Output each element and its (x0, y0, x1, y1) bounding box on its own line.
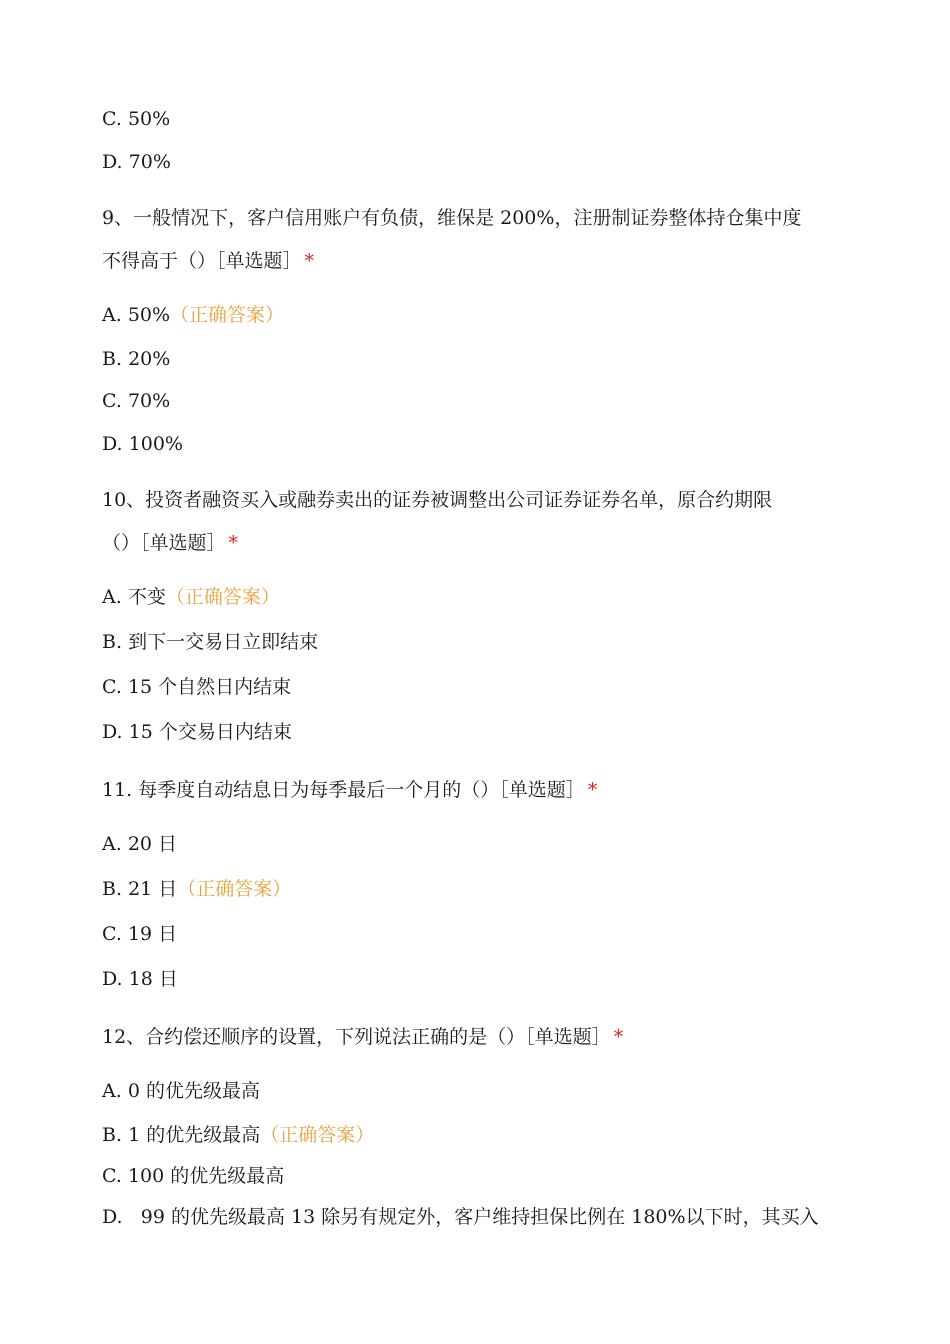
q9-title-line2: 不得高于（）［单选题］ * (102, 250, 315, 272)
q10-option-d: D. 15 个交易日内结束 (102, 721, 292, 743)
q10-option-a: A. 不变（正确答案） (102, 586, 280, 608)
q12-title: 12、合约偿还顺序的设置，下列说法正确的是（）［单选题］ * (102, 1026, 624, 1048)
q8-option-d: D. 70% (102, 151, 171, 173)
q11-option-b: B. 21 日（正确答案） (102, 878, 292, 900)
required-mark: * (587, 779, 598, 801)
q11-title: 11. 每季度自动结息日为每季最后一个月的（）［单选题］ * (102, 779, 598, 801)
q10-option-b: B. 到下一交易日立即结束 (102, 631, 319, 653)
correct-answer-tag: （正确答案） (170, 304, 285, 326)
correct-answer-tag: （正确答案） (177, 878, 292, 900)
correct-answer-tag: （正确答案） (165, 586, 280, 608)
required-mark: * (304, 250, 315, 272)
q10-title-line2: （）［单选题］ * (102, 532, 239, 554)
q9-option-a: A. 50%（正确答案） (102, 304, 285, 326)
q10-option-c: C. 15 个自然日内结束 (102, 676, 292, 698)
q11-option-a: A. 20 日 (102, 833, 178, 855)
q12-option-c: C. 100 的优先级最高 (102, 1165, 285, 1187)
q11-option-c: C. 19 日 (102, 923, 178, 945)
required-mark: * (613, 1026, 624, 1048)
q9-title-line1: 9、一般情况下，客户信用账户有负债，维保是 200%，注册制证券整体持仓集中度 (102, 207, 802, 229)
q9-option-b: B. 20% (102, 348, 171, 370)
q10-title-line1: 10、投资者融资买入或融券卖出的证券被调整出公司证券证券名单，原合约期限 (102, 489, 773, 511)
required-mark: * (228, 532, 239, 554)
correct-answer-tag: （正确答案） (260, 1124, 375, 1146)
q9-option-d: D. 100% (102, 433, 183, 455)
q12-option-a: A. 0 的优先级最高 (102, 1080, 260, 1102)
q12-option-d: D. 99 的优先级最高 13 除另有规定外，客户维持担保比例在 180%以下时，其买入 (102, 1206, 819, 1228)
q11-option-d: D. 18 日 (102, 968, 178, 990)
q8-option-c: C. 50% (102, 108, 171, 130)
q12-option-b: B. 1 的优先级最高（正确答案） (102, 1124, 375, 1146)
q9-option-c: C. 70% (102, 390, 171, 412)
